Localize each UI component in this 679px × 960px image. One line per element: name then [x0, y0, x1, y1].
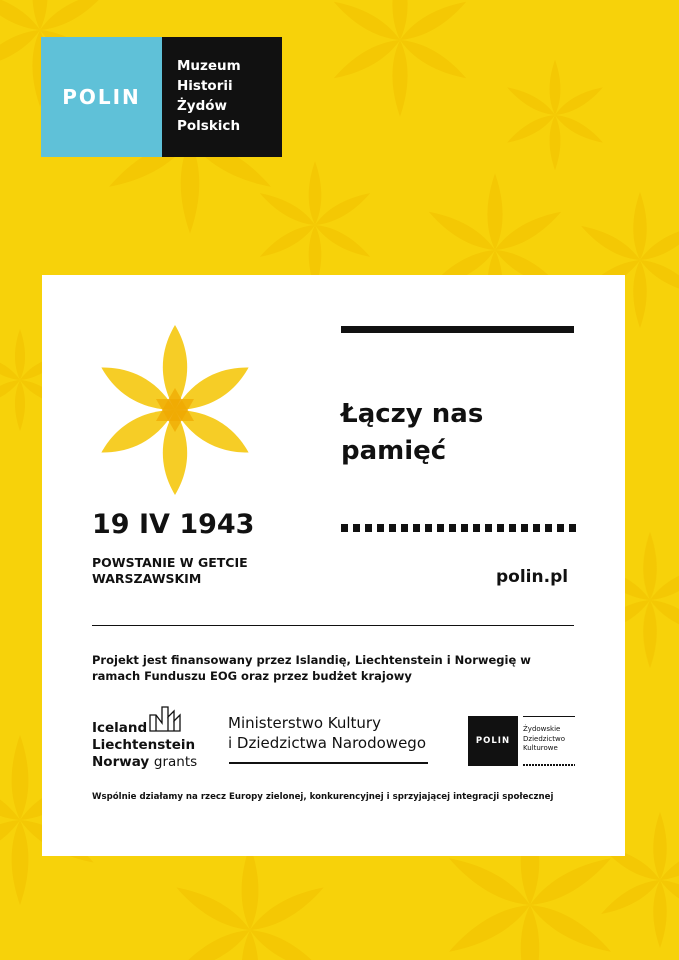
polin-small-brand: POLIN — [475, 736, 511, 746]
ministry-logo — [228, 713, 426, 753]
grants-thin: grants — [153, 754, 198, 770]
website-link[interactable]: polin.pl — [496, 567, 569, 587]
grants-line — [92, 754, 197, 771]
polin-small-brand-block — [468, 716, 518, 766]
logo-line: Polskich — [177, 118, 241, 134]
polin-small-line: Dziedzictwo — [523, 734, 565, 743]
polin-small-lines — [523, 725, 565, 754]
ministry-underline — [229, 762, 428, 764]
grants-bold: Norway — [92, 754, 150, 770]
logo-line: Muzeum — [177, 58, 241, 74]
dashed-divider — [341, 524, 576, 532]
decorative-bar — [341, 326, 574, 333]
headline — [341, 396, 581, 470]
headline-line: pamięć — [341, 436, 447, 466]
polin-small-top-line — [523, 716, 575, 717]
polin-heritage-logo — [468, 716, 575, 766]
grants-mark-icon — [148, 705, 188, 733]
event-date: 19 IV 1943 — [92, 509, 255, 540]
headline-line: Łączy nas — [341, 399, 484, 429]
logo-brand-text: POLIN — [62, 85, 141, 109]
logo-line: Historii — [177, 78, 233, 94]
polin-small-bottom-line — [523, 764, 575, 766]
grants-line: Iceland — [92, 720, 148, 736]
grants-line: Liechtenstein — [92, 737, 196, 753]
logo-brand-block — [41, 37, 162, 157]
subtitle-line: POWSTANIE W GETCIE — [92, 555, 248, 570]
polin-small-line: Kulturowe — [523, 744, 558, 752]
event-subtitle — [92, 555, 292, 587]
info-card — [42, 275, 625, 856]
subtitle-line: WARSZAWSKIM — [92, 571, 202, 586]
daffodil-icon — [100, 325, 250, 495]
eea-norway-grants-logo — [92, 705, 222, 769]
polin-small-text — [523, 716, 575, 766]
footer-statement: Wspólnie działamy na rzecz Europy zielonej, konkurencyjnej i sprzyjającej integracji społecznej — [92, 792, 554, 802]
polin-small-line: Żydowskie — [523, 725, 561, 733]
logo-line: Żydów — [177, 98, 227, 114]
polin-logo — [41, 37, 282, 157]
funding-statement: Projekt jest finansowany przez Islandię, Liechtenstein i Norwegię w ramach Funduszu EOG oraz przez budżet krajowy — [92, 653, 531, 683]
ministry-line: i Dziedzictwa Narodowego — [228, 734, 426, 752]
section-divider — [92, 625, 574, 626]
ministry-line: Ministerstwo Kultury — [228, 714, 381, 732]
logo-museum-name — [162, 37, 282, 157]
